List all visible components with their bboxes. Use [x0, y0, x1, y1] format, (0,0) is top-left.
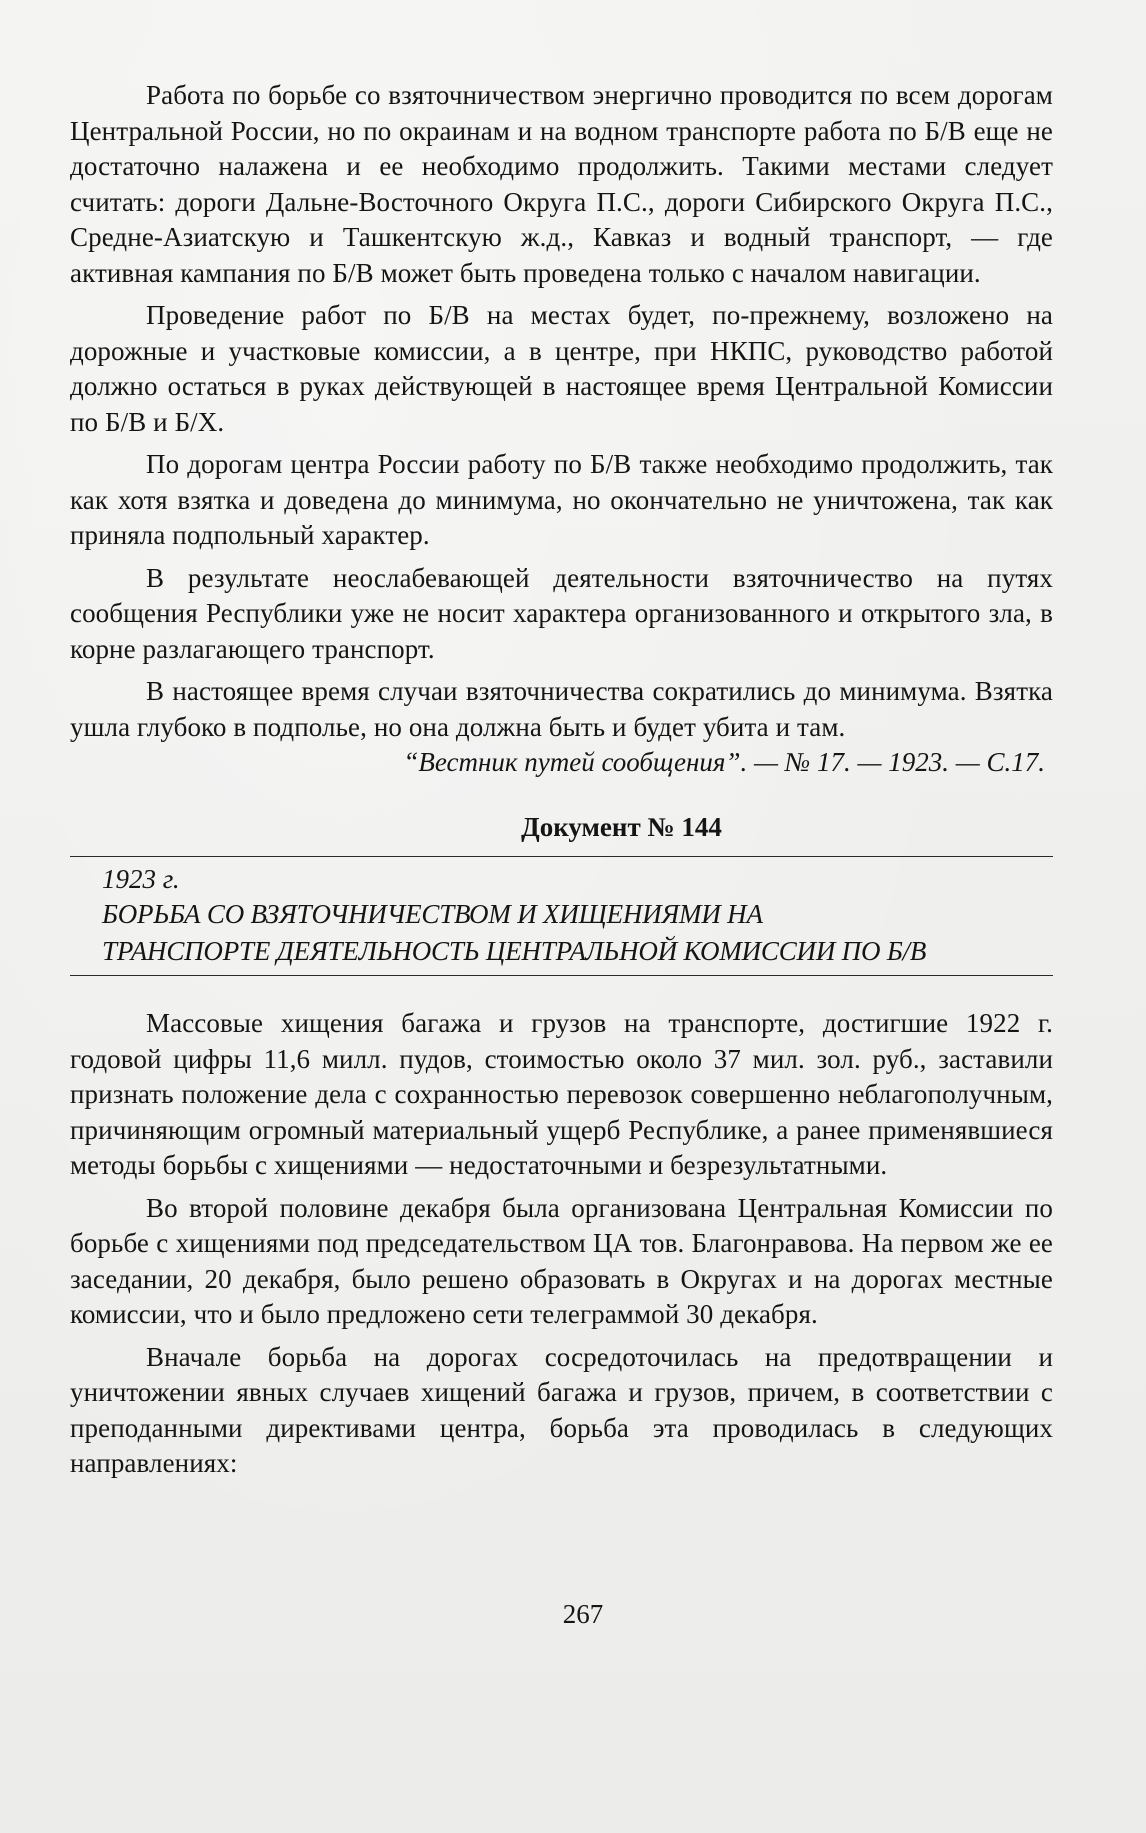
- paragraph: Проведение работ по Б/В на местах будет, по-прежнему, возложено на дорожные и участковые комиссии, а в центре, при НКПС, руководство работой должно остаться в руках действующей в настоящее время Центральной Комиссии по Б/В и Б/Х.: [70, 300, 1053, 437]
- document-date: 1923 г.: [102, 864, 180, 894]
- source-citation: “Вестник путей сообщения”. — № 17. — 1923. — С.17.: [403, 747, 1045, 777]
- paragraph: В результате неослабевающей деятельности взяточничество на путях сообщения Республики уже не носит характера организованного и открытого зла, в корне разлагающего транспорт.: [70, 562, 1053, 664]
- paragraph: В настоящее время случаи взяточничества сократились до минимума. Взятка ушла глубоко в подполье, но она должна быть и будет убита и там.: [70, 676, 1053, 742]
- document-heading: Документ № 144: [521, 812, 722, 842]
- document-title-line-1: БОРЬБА СО ВЗЯТОЧНИЧЕСТВОМ И ХИЩЕНИЯМИ НА: [102, 899, 763, 929]
- rule-top: [70, 856, 1053, 857]
- paragraph: По дорогам центра России работу по Б/В также необходимо продолжить, так как хотя взятка и доведена до минимума, но окончательно не уничтожена, так как приняла подпольный характер.: [70, 449, 1053, 550]
- page-number: 267: [562, 1599, 604, 1629]
- document-title-line-2: ТРАНСПОРТЕ ДЕЯТЕЛЬНОСТЬ ЦЕНТРАЛЬНОЙ КОМИССИИ ПО Б/В: [102, 936, 927, 966]
- paragraph: Вначале борьба на дорогах сосредоточилась на предотвращении и уничтожении явных случаев хищений багажа и грузов, причем, в соответствии с преподанными директивами центра, борьба эта проводилась в следующих направлениях:: [70, 1341, 1053, 1478]
- paragraph: Во второй половине декабря была организована Центральная Комиссии по борьбе с хищениями под председательством ЦА тов. Благонравова. На первом же ее заседании, 20 декабря, было решено образовать в Округах и на дорогах местные комиссии, что и было предложено сети телеграммой 30 декабря.: [70, 1192, 1053, 1329]
- paragraph: Работа по борьбе со взяточничеством энергично проводится по всем дорогам Центральной России, но по окраинам и на водном транспорте работа по Б/В еще не достаточно налажена и ее необходимо продолжить. Такими местами следует считать: дороги Дальне-Восточного Округа П.С., дороги Сибирского Округа П.С., Средне-Азиатскую и Ташкентскую ж.д., Кавказ и водный транспорт, — где активная кампания по Б/В может быть проведена только с началом навигации.: [70, 80, 1053, 288]
- page-content: [70, 78, 1053, 1489]
- paragraph: Массовые хищения багажа и грузов на транспорте, достигшие 1922 г. годовой цифры 11,6 милл. пудов, стоимостью около 37 мил. зол. руб., заставили признать положение дела с сохранностью перевозок совершенно неблагополучным, причиняющим огромный материальный ущерб Республике, а ранее применявшиеся методы борьбы с хищениями — недостаточными и безрезультатными.: [70, 1008, 1053, 1180]
